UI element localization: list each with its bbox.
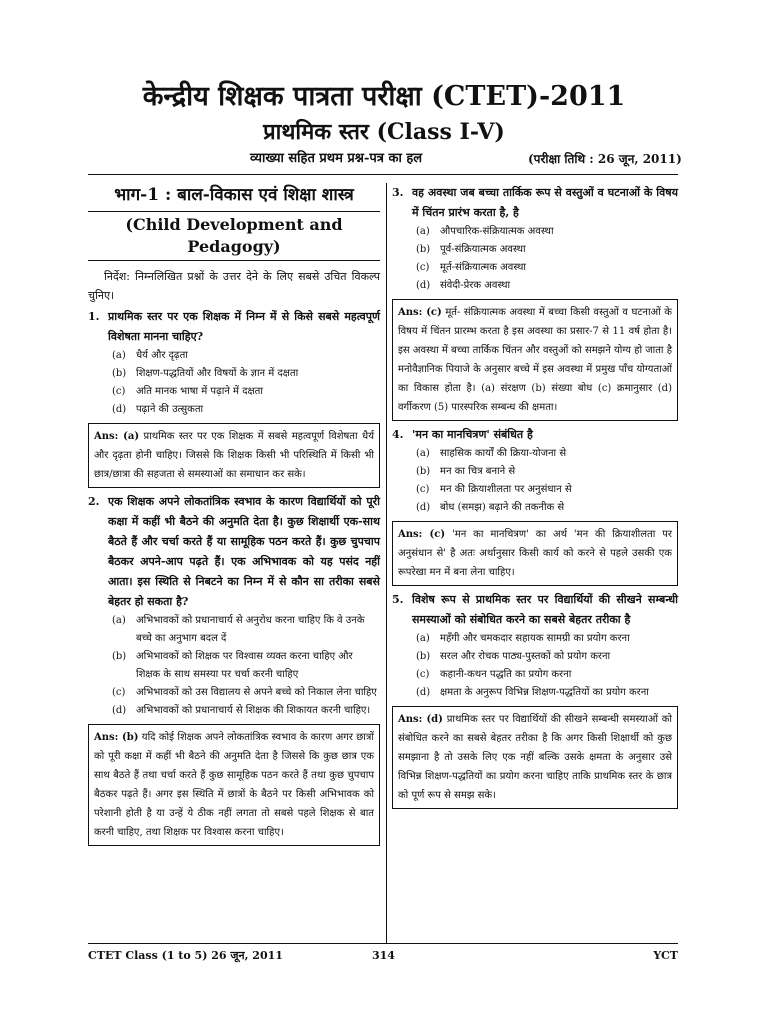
answer-box <box>88 423 380 488</box>
question-text: विशेष रूप से प्राथमिक स्तर पर विद्यार्थियों की सीखने सम्बन्धी समस्याओं को संबोधित करने का सबसे बेहतर तरीका है <box>412 593 678 626</box>
paper-subtitle: व्याख्या सहित प्रथम प्रश्न-पत्र का हल <box>250 151 423 166</box>
question-number: 4. <box>392 428 404 441</box>
option-a: (a) महँगी और चमकदार सहायक सामग्री का प्रयोग करना <box>416 633 630 644</box>
option-d: (d) बोध (समझ) बढ़ाने की तकनीक से <box>416 502 565 513</box>
subtitle-row <box>0 148 768 170</box>
question-number: 3. <box>392 186 404 199</box>
footer-divider <box>88 943 678 944</box>
option-a: (a) साहसिक कार्यों की क्रिया-योजना से <box>416 448 567 459</box>
option-d: (d) क्षमता के अनुरूप विभिन्न शिक्षण-पद्धतियों का प्रयोग करना <box>416 687 649 698</box>
question-number: 2. <box>88 495 100 508</box>
answer-box <box>392 299 678 421</box>
page-number: 314 <box>372 949 395 962</box>
question-number: 5. <box>392 593 404 606</box>
option-d: (d) पढ़ाने की उत्सुकता <box>112 404 204 415</box>
instruction-text: निर्देश: निम्नलिखित प्रश्नों के उत्तर देने के लिए सबसे उचित विकल्प चुनिए। <box>88 270 380 302</box>
section-subtitle: (Child Development and Pedagogy) <box>88 211 380 261</box>
left-column <box>88 183 380 850</box>
question-3 <box>392 183 678 421</box>
exam-title: केन्द्रीय शिक्षक पात्रता परीक्षा (CTET)-2011 <box>142 81 626 112</box>
answer-explanation: मूर्त- संक्रियात्मक अवस्था में बच्चा किसी वस्तुओं व घटनाओं के विषय में चिंतन प्रारम्भ करता है इस अवस्था का प्रसार-7 से 11 वर्ष होता है। इस अवस्था में बच्चा तार्किक चिंतन और वस्तुओं को समझने योग्य हो जाता है मनोवैज्ञानिक पियाजे के अनुसार बच्चे में इस अवस्था में प्रमुख पाँच योग्यताओं का विकास होता है। (a) संरक्षण (b) संख्या बोध (c) क्रमानुसार (d) वर्गीकरण (5) पारस्परिक सम्बन्ध की क्षमता। <box>398 307 673 413</box>
option-d: (d) अभिभावकों को प्रधानाचार्य से शिक्षक की शिकायत करनी चाहिए। <box>112 705 371 716</box>
section-title: भाग-1 : बाल-विकास एवं शिक्षा शास्त्र <box>114 185 354 205</box>
answer-box <box>392 706 678 809</box>
question-text: 'मन का मानचित्रण' संबंधित है <box>412 428 533 441</box>
header-divider <box>88 174 678 175</box>
option-c: (c) अति मानक भाषा में पढ़ाने में दक्षता <box>112 386 263 397</box>
page-footer <box>88 946 678 966</box>
answer-explanation: प्राथमिक स्तर पर एक शिक्षक में सबसे महत्वपूर्ण विशेषता धैर्य और दृढ़ता होनी चाहिए। जिससे कि शिक्षक किसी भी परिस्थिति में किसी भी छात्र/छात्रा की सहजता से समस्याओं का समाधान कर सके। <box>94 431 374 480</box>
question-text: वह अवस्था जब बच्चा तार्किक रूप से वस्तुओं व घटनाओं के विषय में चिंतन प्रारंभ करता है, है <box>412 186 678 219</box>
question-5 <box>392 590 678 809</box>
question-1 <box>88 307 380 488</box>
option-b: (b) मन का चित्र बनाने से <box>416 466 516 477</box>
answer-box <box>88 724 380 846</box>
option-b: (b) पूर्व-संक्रियात्मक अवस्था <box>416 244 526 255</box>
answer-label: Ans: (b) <box>94 732 139 743</box>
option-c: (c) कहानी-कथन पद्धति का प्रयोग करना <box>416 669 572 680</box>
option-a: (a) अभिभावकों को प्रधानाचार्य से अनुरोध करना चाहिए कि वे उनके बच्चे का अनुभाग बदल दें <box>112 615 365 644</box>
answer-label: Ans: (c) <box>398 529 446 540</box>
level-title: प्राथमिक स्तर (Class I-V) <box>263 119 505 145</box>
answer-explanation: 'मन का मानचित्रण' का अर्थ 'मन की क्रियाशीलता पर अनुसंधान से' है अतः अर्थानुसार किसी कार्य को करने से पहले उसकी एक रूपरेखा मन में बना लेना चाहिए। <box>398 529 673 578</box>
question-2 <box>88 492 380 846</box>
column-divider <box>386 183 387 943</box>
option-a: (a) औपचारिक-संक्रियात्मक अवस्था <box>416 226 554 237</box>
option-c: (c) अभिभावकों को उस विद्यालय से अपने बच्चे को निकाल लेना चाहिए <box>112 687 377 698</box>
option-b: (b) अभिभावकों को शिक्षक पर विश्वास व्यक्त करना चाहिए और शिक्षक के साथ समस्या पर चर्चा करनी चाहिए <box>112 651 353 680</box>
exam-date: (परीक्षा तिथि : 26 जून, 2011) <box>528 152 682 166</box>
option-a: (a) धैर्य और दृढ़ता <box>112 350 188 361</box>
option-d: (d) संवेदी-प्रेरक अवस्था <box>416 280 511 291</box>
answer-label: Ans: (d) <box>398 714 443 725</box>
footer-exam-label: CTET Class (1 to 5) 26 जून, 2011 <box>88 949 283 962</box>
question-4 <box>392 425 678 586</box>
publisher-label: YCT <box>653 949 678 962</box>
right-column <box>392 183 678 813</box>
question-text: एक शिक्षक अपने लोकतांत्रिक स्वभाव के कारण विद्यार्थियों को पूरी कक्षा में कहीं भी बैठने की अनुमति देता है। कुछ शिक्षार्थी एक-साथ बैठते हैं और चर्चा करते हैं या सामूहिक पठन करते हैं। कुछ चुपचाप बैठकर अपने-आप पढ़ते हैं। एक अभिभावक को यह पसंद नहीं आता। इस स्थिति से निबटने का निम्न में से कौन सा तरीका सबसे बेहतर हो सकता है? <box>108 495 380 608</box>
answer-explanation: प्राथमिक स्तर पर विद्यार्थियों की सीखने सम्बन्धी समस्याओं को संबोधित करने का सबसे बेहतर तरीका है कि अगर किसी शिक्षार्थी को कुछ समझाना है तो उसके लिए एक नहीं बल्कि उसके क्षमता के अनुसार उसे विभिन्न शिक्षण-पद्धतियों का प्रयोग करना चाहिए ताकि प्राथमिक स्तर के छात्र को पूर्ण रूप से समझ सके। <box>398 714 672 801</box>
answer-label: Ans: (a) <box>94 431 140 442</box>
option-b: (b) सरल और रोचक पाठ्य-पुस्तकों को प्रयोग करना <box>416 651 611 662</box>
answer-explanation: यदि कोई शिक्षक अपने लोकतांत्रिक स्वभाव के कारण अगर छात्रों को पूरी कक्षा में कहीं भी बैठने की अनुमति देता है जिससे कि कुछ छात्र एक साथ बैठते हैं तथा चर्चा करते हैं कुछ सामूहिक पठन करते हैं तथा कुछ चुपचाप बैठकर पढ़ते हैं। अगर इस स्थिति में छात्रों के बैठने पर किसी अभिभावक को परेशानी होती है या उन्हें ये ठीक नहीं लगता तो सबसे पहले शिक्षक से बात करनी चाहिए, तथा शिक्षक पर विश्वास करना चाहिए। <box>94 732 374 838</box>
question-number: 1. <box>88 310 100 323</box>
answer-box <box>392 521 678 586</box>
question-text: प्राथमिक स्तर पर एक शिक्षक में निम्न में से किसे सबसे महत्वपूर्ण विशेषता मानना चाहिए? <box>108 310 380 343</box>
page-header <box>0 80 768 170</box>
option-c: (c) मूर्त-संक्रियात्मक अवस्था <box>416 262 526 273</box>
option-c: (c) मन की क्रियाशीलता पर अनुसंधान से <box>416 484 572 495</box>
option-b: (b) शिक्षण-पद्धतियों और विषयों के ज्ञान में दक्षता <box>112 368 299 379</box>
answer-label: Ans: (c) <box>398 307 442 318</box>
